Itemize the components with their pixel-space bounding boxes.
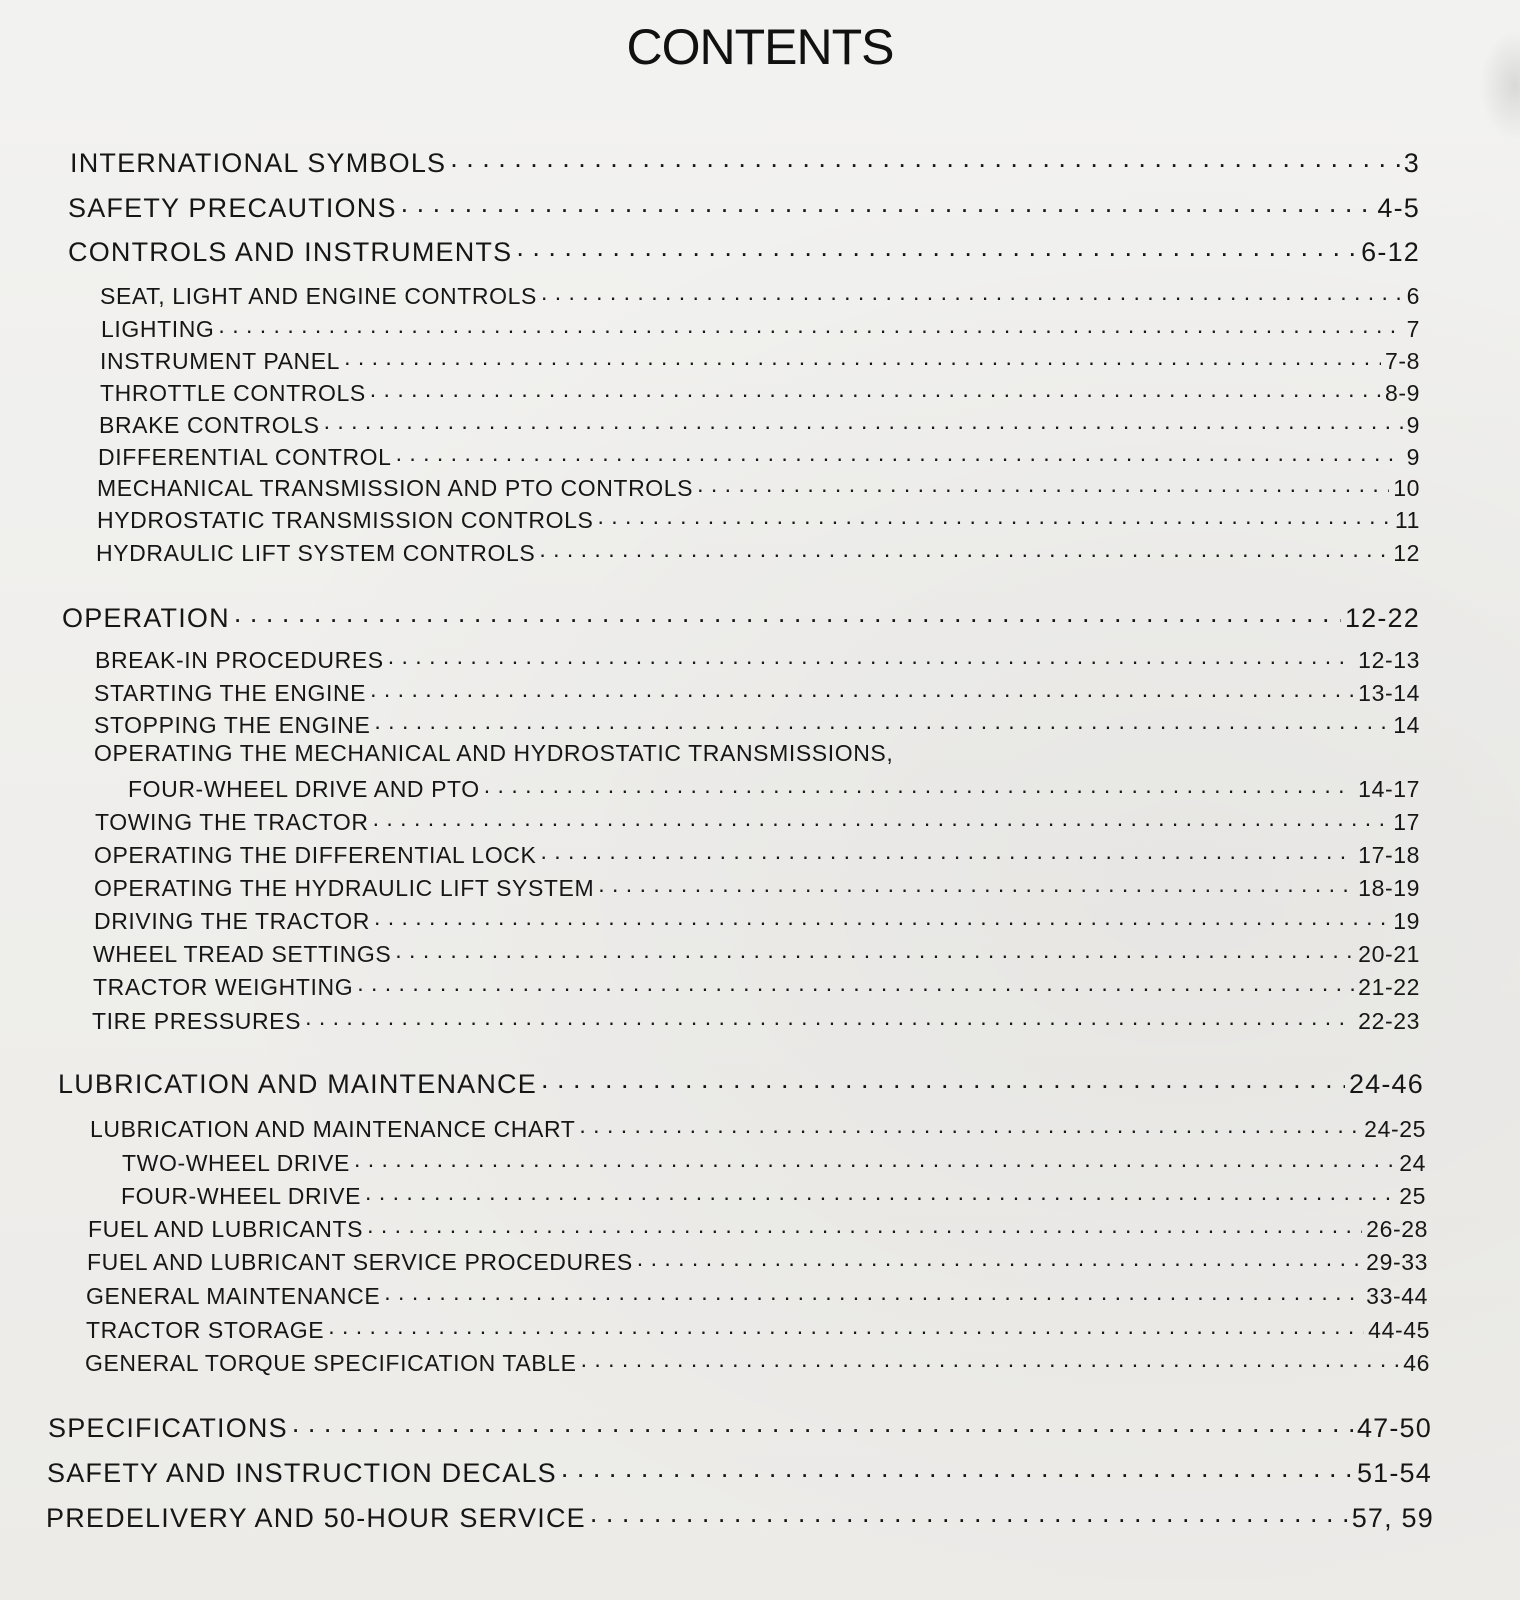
toc-entry-label: DRIVING THE TRACTOR xyxy=(94,908,370,934)
dot-leader xyxy=(561,1455,1353,1482)
toc-entry-label: TRACTOR WEIGHTING xyxy=(93,974,354,1000)
toc-entry-label: SAFETY PRECAUTIONS xyxy=(68,193,397,223)
dot-leader xyxy=(450,145,1400,172)
toc-entry-page: 9 xyxy=(1406,444,1420,470)
toc-entry-page: 18-19 xyxy=(1358,875,1420,901)
toc-entry-label: DIFFERENTIAL CONTROL xyxy=(98,444,392,470)
toc-entry-specifications xyxy=(48,1410,1432,1442)
toc-entry-label: STOPPING THE ENGINE xyxy=(94,712,371,738)
toc-entry-page: 11 xyxy=(1394,507,1420,533)
toc-entry-lighting xyxy=(101,314,1420,341)
toc-entry-label: CONTROLS AND INSTRUMENTS xyxy=(68,237,513,267)
dot-leader xyxy=(590,1500,1348,1527)
toc-entry-safety-precautions xyxy=(68,190,1420,222)
toc-entry-operation xyxy=(62,600,1420,632)
toc-entry-page: 17-18 xyxy=(1358,842,1420,868)
toc-entry-page: 51-54 xyxy=(1356,1458,1432,1488)
toc-entry-label: INSTRUMENT PANEL xyxy=(100,348,341,374)
toc-entry-label: SPECIFICATIONS xyxy=(48,1413,288,1443)
toc-entry-break-in-procedures xyxy=(95,645,1420,672)
toc-entry-safety-instruction-decals xyxy=(47,1455,1432,1487)
toc-entry-label: THROTTLE CONTROLS xyxy=(100,380,366,406)
toc-entry-four-wheel-drive-and-pto xyxy=(128,774,1420,801)
dot-leader xyxy=(539,538,1389,561)
dot-leader xyxy=(579,1114,1360,1137)
toc-entry-instrument-panel xyxy=(100,346,1420,373)
toc-entry-page: 17 xyxy=(1393,809,1420,835)
toc-entry-label: LUBRICATION AND MAINTENANCE xyxy=(58,1069,537,1099)
toc-entry-label: OPERATING THE DIFFERENTIAL LOCK xyxy=(94,842,537,868)
toc-entry-page: 9 xyxy=(1406,412,1420,438)
toc-entry-label: TRACTOR STORAGE xyxy=(86,1317,325,1343)
toc-entry-page: 29-33 xyxy=(1366,1249,1428,1275)
toc-entry-page: 25 xyxy=(1399,1183,1426,1209)
toc-entry-page: 57, 59 xyxy=(1351,1503,1434,1533)
toc-entry-page: 14-17 xyxy=(1358,776,1420,802)
toc-entry-label: TIRE PRESSURES xyxy=(92,1008,302,1034)
toc-entry-label: GENERAL MAINTENANCE xyxy=(86,1283,381,1309)
toc-entry-fuel-and-lubricants xyxy=(88,1214,1428,1241)
toc-entry-label: OPERATING THE MECHANICAL AND HYDROSTATIC TRANSMISSIONS, xyxy=(94,740,894,766)
toc-entry-throttle-controls xyxy=(100,378,1420,405)
toc-entry-operating-differential-lock xyxy=(94,840,1420,867)
toc-entry-tractor-weighting xyxy=(93,972,1420,999)
toc-entry-page: 12-13 xyxy=(1358,647,1420,673)
toc-entry-tire-pressures xyxy=(92,1006,1420,1033)
dot-leader xyxy=(541,281,1403,304)
toc-entry-page: 3 xyxy=(1403,148,1420,178)
dot-leader xyxy=(395,939,1354,962)
toc-entry-operating-hydraulic-lift xyxy=(94,873,1420,900)
dot-leader xyxy=(354,1148,1395,1171)
toc-entry-page: 22-23 xyxy=(1358,1008,1420,1034)
toc-entry-label: SAFETY AND INSTRUCTION DECALS xyxy=(47,1458,557,1488)
toc-entry-page: 24 xyxy=(1399,1150,1426,1176)
toc-entry-label: PREDELIVERY AND 50-HOUR SERVICE xyxy=(46,1503,586,1533)
dot-leader xyxy=(328,1315,1364,1338)
dot-leader xyxy=(581,1348,1400,1371)
toc-entry-page: 21-22 xyxy=(1358,974,1420,1000)
toc-entry-label: WHEEL TREAD SETTINGS xyxy=(93,941,392,967)
toc-entry-operating-transmissions-line1 xyxy=(94,742,893,765)
toc-entry-label: FOUR-WHEEL DRIVE xyxy=(121,1183,362,1209)
toc-entry-page: 6-12 xyxy=(1361,237,1420,267)
dot-leader xyxy=(344,346,1381,369)
dot-leader xyxy=(370,678,1354,701)
toc-entry-seat-light-engine-controls xyxy=(100,281,1420,308)
dot-leader xyxy=(234,600,1341,627)
toc-entry-label: TWO-WHEEL DRIVE xyxy=(122,1150,350,1176)
toc-entry-page: 19 xyxy=(1393,908,1420,934)
page-title: CONTENTS xyxy=(626,19,894,75)
dot-leader xyxy=(365,1181,1395,1204)
toc-entry-towing-the-tractor xyxy=(95,807,1420,834)
toc-entry-page: 14 xyxy=(1393,712,1420,738)
dot-leader xyxy=(305,1006,1354,1029)
toc-entry-label: STARTING THE ENGINE xyxy=(94,680,367,706)
toc-entry-page: 24-25 xyxy=(1364,1116,1426,1142)
dot-leader xyxy=(388,645,1354,668)
toc-entry-page: 26-28 xyxy=(1366,1216,1428,1242)
toc-entry-wheel-tread-settings xyxy=(93,939,1420,966)
toc-entry-label: BREAK-IN PROCEDURES xyxy=(95,647,384,673)
dot-leader xyxy=(597,505,1390,528)
toc-entry-label: FOUR-WHEEL DRIVE AND PTO xyxy=(128,776,480,802)
toc-entry-page: 20-21 xyxy=(1358,941,1420,967)
toc-entry-tractor-storage xyxy=(86,1315,1430,1342)
toc-entry-mechanical-transmission-pto xyxy=(97,473,1420,500)
toc-entry-general-maintenance xyxy=(86,1281,1428,1308)
toc-entry-label: LIGHTING xyxy=(101,316,215,342)
dot-leader xyxy=(292,1410,1353,1437)
toc-entry-label: OPERATING THE HYDRAULIC LIFT SYSTEM xyxy=(94,875,595,901)
toc-entry-general-torque-specification xyxy=(85,1348,1430,1375)
toc-entry-label: OPERATION xyxy=(62,603,230,633)
toc-entry-page: 46 xyxy=(1403,1350,1430,1376)
dot-leader xyxy=(324,410,1403,433)
toc-entry-starting-the-engine xyxy=(94,678,1420,705)
toc-entry-page: 10 xyxy=(1393,475,1420,501)
dot-leader xyxy=(484,774,1354,797)
toc-entry-page: 13-14 xyxy=(1358,680,1420,706)
toc-entry-label: TOWING THE TRACTOR xyxy=(95,809,369,835)
toc-entry-differential-control xyxy=(98,442,1420,469)
toc-entry-page: 47-50 xyxy=(1356,1413,1432,1443)
toc-entry-predelivery-service xyxy=(46,1500,1434,1532)
toc-entry-page: 44-45 xyxy=(1368,1317,1430,1343)
dot-leader xyxy=(697,473,1389,496)
dot-leader xyxy=(218,314,1402,337)
toc-entry-page: 7 xyxy=(1406,316,1420,342)
dot-leader xyxy=(367,1214,1362,1237)
toc-entry-stopping-the-engine xyxy=(94,710,1420,737)
toc-entry-international-symbols xyxy=(70,145,1420,177)
toc-entry-page: 6 xyxy=(1406,283,1420,309)
toc-entry-label: SEAT, LIGHT AND ENGINE CONTROLS xyxy=(100,283,537,309)
toc-entry-four-wheel-drive xyxy=(121,1181,1426,1208)
toc-entry-page: 33-44 xyxy=(1366,1283,1428,1309)
toc-entry-lubrication-and-maintenance xyxy=(58,1066,1424,1098)
toc-entry-label: BRAKE CONTROLS xyxy=(99,412,320,438)
dot-leader xyxy=(401,190,1374,217)
dot-leader xyxy=(384,1281,1362,1304)
toc-entry-lubrication-maintenance-chart xyxy=(90,1114,1426,1141)
dot-leader xyxy=(637,1247,1362,1270)
dot-leader xyxy=(541,1066,1345,1093)
toc-entry-hydraulic-lift-controls xyxy=(96,538,1420,565)
toc-entry-label: HYDRAULIC LIFT SYSTEM CONTROLS xyxy=(96,540,536,566)
toc-entry-fuel-lubricant-service xyxy=(87,1247,1428,1274)
toc-entry-label: FUEL AND LUBRICANT SERVICE PROCEDURES xyxy=(87,1249,633,1275)
toc-entry-driving-the-tractor xyxy=(94,906,1420,933)
toc-entry-label: FUEL AND LUBRICANTS xyxy=(88,1216,364,1242)
toc-entry-label: INTERNATIONAL SYMBOLS xyxy=(70,148,447,178)
toc-entry-page: 12 xyxy=(1393,540,1420,566)
toc-entry-page: 7-8 xyxy=(1384,348,1420,374)
dot-leader xyxy=(374,906,1389,929)
toc-entry-page: 8-9 xyxy=(1384,380,1420,406)
toc-entry-label: LUBRICATION AND MAINTENANCE CHART xyxy=(90,1116,576,1142)
toc-entry-label: HYDROSTATIC TRANSMISSION CONTROLS xyxy=(97,507,594,533)
dot-leader xyxy=(396,442,1403,465)
dot-leader xyxy=(374,710,1389,733)
toc-entry-two-wheel-drive xyxy=(122,1148,1426,1175)
toc-entry-brake-controls xyxy=(99,410,1420,437)
dot-leader xyxy=(598,873,1354,896)
dot-leader xyxy=(357,972,1354,995)
toc-entry-label: MECHANICAL TRANSMISSION AND PTO CONTROLS xyxy=(97,475,694,501)
toc-entry-page: 24-46 xyxy=(1348,1069,1424,1099)
toc-entry-hydrostatic-transmission xyxy=(97,505,1420,532)
dot-leader xyxy=(373,807,1390,830)
toc-entry-controls-and-instruments xyxy=(68,234,1420,266)
toc-entry-page: 4-5 xyxy=(1377,193,1420,223)
toc-entry-page: 12-22 xyxy=(1344,603,1420,633)
dot-leader xyxy=(370,378,1381,401)
toc-entry-label: GENERAL TORQUE SPECIFICATION TABLE xyxy=(85,1350,577,1376)
dot-leader xyxy=(516,234,1357,261)
dot-leader xyxy=(540,840,1354,863)
